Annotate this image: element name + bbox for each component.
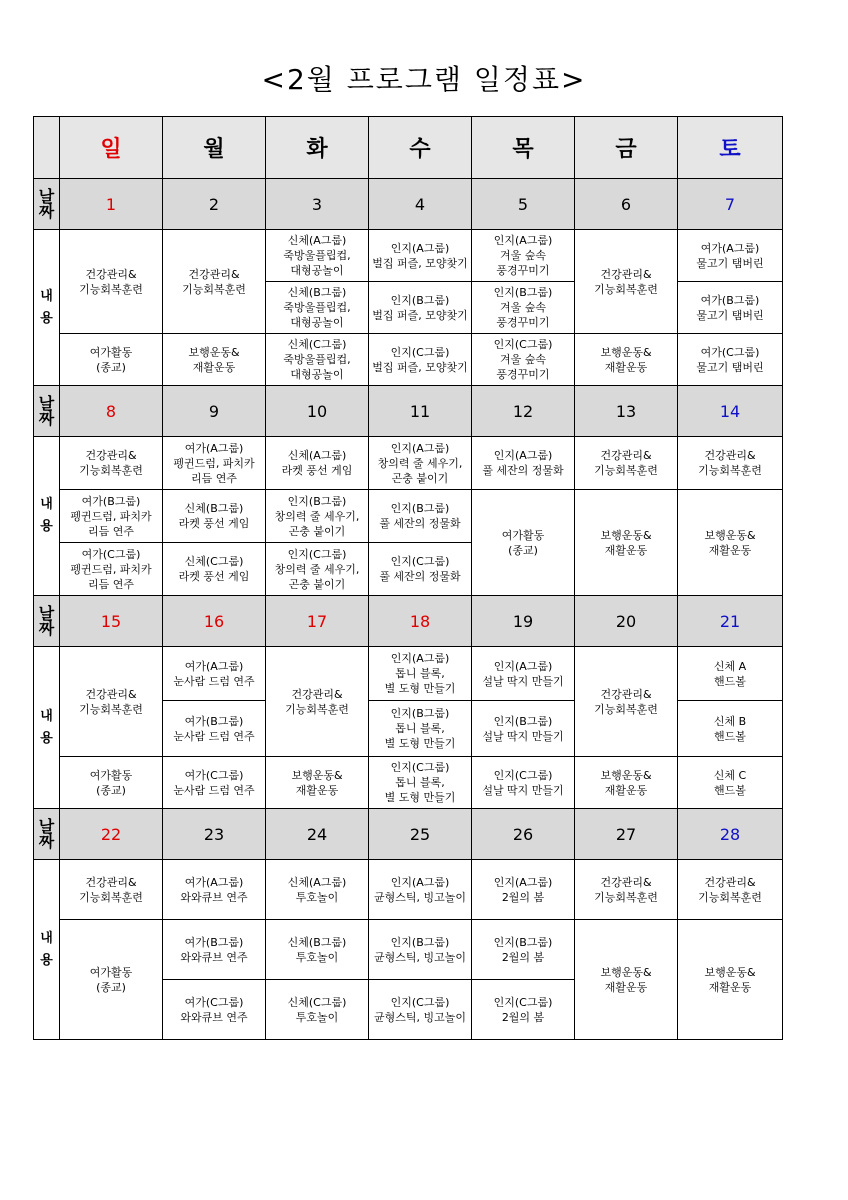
program-cell: 건강관리& 기능회복훈련	[575, 437, 678, 490]
corner-cell	[34, 117, 60, 179]
date-cell: 21	[678, 596, 783, 647]
program-cell: 보행운동& 재활운동	[575, 490, 678, 596]
program-cell: 신체 C 핸드볼	[678, 757, 783, 809]
date-cell: 18	[369, 596, 472, 647]
program-cell: 신체(C그룹) 투호놀이	[266, 980, 369, 1040]
program-cell: 신체(A그룹) 라켓 풍선 게임	[266, 437, 369, 490]
date-cell: 9	[163, 386, 266, 437]
program-cell: 신체(C그룹) 라켓 풍선 게임	[163, 543, 266, 596]
date-cell: 14	[678, 386, 783, 437]
date-row	[34, 809, 783, 860]
program-cell: 인지(C그룹) 풀 세잔의 정물화	[369, 543, 472, 596]
program-cell: 인지(B그룹) 풀 세잔의 정물화	[369, 490, 472, 543]
program-cell: 인지(C그룹) 창의력 줄 세우기, 곤충 붙이기	[266, 543, 369, 596]
content-row-label: 내 용	[34, 230, 60, 386]
program-cell: 인지(B그룹) 톱니 블록, 별 도형 만들기	[369, 701, 472, 757]
weekday-thursday: 목	[472, 117, 575, 179]
date-row-label: 날 짜	[34, 386, 60, 437]
program-cell: 여가(C그룹) 펭귄드럼, 파치카 리듬 연주	[60, 543, 163, 596]
program-cell: 여가활동 (종교)	[60, 920, 163, 1040]
program-cell: 건강관리& 기능회복훈련	[575, 647, 678, 757]
program-cell: 인지(A그룹) 설날 딱지 만들기	[472, 647, 575, 701]
program-cell: 인지(A그룹) 균형스틱, 빙고놀이	[369, 860, 472, 920]
program-cell: 여가(A그룹) 물고기 탬버린	[678, 230, 783, 282]
date-cell: 7	[678, 179, 783, 230]
program-cell: 인지(A그룹) 벌집 퍼즐, 모양찾기	[369, 230, 472, 282]
program-cell: 여가(B그룹) 와와큐브 연주	[163, 920, 266, 980]
program-cell: 인지(A그룹) 겨울 숲속 풍경꾸미기	[472, 230, 575, 282]
date-cell: 12	[472, 386, 575, 437]
program-cell: 보행운동& 재활운동	[678, 490, 783, 596]
weekday-saturday: 토	[678, 117, 783, 179]
program-cell: 여가활동 (종교)	[60, 334, 163, 386]
date-cell: 22	[60, 809, 163, 860]
program-cell: 인지(B그룹) 균형스틱, 빙고놀이	[369, 920, 472, 980]
program-cell: 건강관리& 기능회복훈련	[60, 860, 163, 920]
program-cell: 여가활동 (종교)	[472, 490, 575, 596]
date-cell: 15	[60, 596, 163, 647]
date-cell: 13	[575, 386, 678, 437]
program-cell: 신체(A그룹) 죽방울플립컵, 대형공놀이	[266, 230, 369, 282]
program-cell: 건강관리& 기능회복훈련	[60, 647, 163, 757]
program-cell: 건강관리& 기능회복훈련	[575, 860, 678, 920]
program-cell: 건강관리& 기능회복훈련	[60, 230, 163, 334]
content-row-label: 내 용	[34, 860, 60, 1040]
date-row-label: 날 짜	[34, 596, 60, 647]
schedule-table	[33, 116, 783, 1040]
date-cell: 4	[369, 179, 472, 230]
program-cell: 여가(C그룹) 눈사람 드럼 연주	[163, 757, 266, 809]
program-cell: 건강관리& 기능회복훈련	[163, 230, 266, 334]
date-row-label: 날 짜	[34, 809, 60, 860]
date-cell: 24	[266, 809, 369, 860]
program-cell: 보행운동& 재활운동	[163, 334, 266, 386]
program-cell: 건강관리& 기능회복훈련	[678, 860, 783, 920]
program-cell: 여가(A그룹) 눈사람 드럼 연주	[163, 647, 266, 701]
program-cell: 신체(C그룹) 죽방울플립컵, 대형공놀이	[266, 334, 369, 386]
weekday-sunday: 일	[60, 117, 163, 179]
program-cell: 인지(A그룹) 톱니 블록, 별 도형 만들기	[369, 647, 472, 701]
program-cell: 여가(C그룹) 와와큐브 연주	[163, 980, 266, 1040]
date-cell: 10	[266, 386, 369, 437]
program-cell: 신체(B그룹) 라켓 풍선 게임	[163, 490, 266, 543]
program-cell: 신체(B그룹) 죽방울플립컵, 대형공놀이	[266, 282, 369, 334]
date-cell: 19	[472, 596, 575, 647]
program-cell: 인지(B그룹) 창의력 줄 세우기, 곤충 붙이기	[266, 490, 369, 543]
program-cell: 건강관리& 기능회복훈련	[575, 230, 678, 334]
date-cell: 26	[472, 809, 575, 860]
date-cell: 25	[369, 809, 472, 860]
date-row	[34, 386, 783, 437]
date-cell: 27	[575, 809, 678, 860]
program-cell: 인지(B그룹) 겨울 숲속 풍경꾸미기	[472, 282, 575, 334]
date-cell: 16	[163, 596, 266, 647]
program-cell: 인지(C그룹) 설날 딱지 만들기	[472, 757, 575, 809]
program-cell: 보행운동& 재활운동	[266, 757, 369, 809]
program-cell: 인지(A그룹) 창의력 줄 세우기, 곤충 붙이기	[369, 437, 472, 490]
date-row	[34, 596, 783, 647]
date-cell: 3	[266, 179, 369, 230]
program-cell: 인지(C그룹) 벌집 퍼즐, 모양찾기	[369, 334, 472, 386]
date-cell: 20	[575, 596, 678, 647]
date-cell: 23	[163, 809, 266, 860]
program-cell: 인지(C그룹) 2월의 봄	[472, 980, 575, 1040]
date-row	[34, 179, 783, 230]
program-cell: 신체(B그룹) 투호놀이	[266, 920, 369, 980]
weekday-wednesday: 수	[369, 117, 472, 179]
program-cell: 인지(B그룹) 설날 딱지 만들기	[472, 701, 575, 757]
program-cell: 보행운동& 재활운동	[575, 920, 678, 1040]
date-cell: 17	[266, 596, 369, 647]
program-cell: 보행운동& 재활운동	[575, 757, 678, 809]
program-cell: 인지(B그룹) 벌집 퍼즐, 모양찾기	[369, 282, 472, 334]
date-cell: 6	[575, 179, 678, 230]
program-cell: 인지(C그룹) 톱니 블록, 별 도형 만들기	[369, 757, 472, 809]
program-cell: 여가(B그룹) 펭귄드럼, 파치카 리듬 연주	[60, 490, 163, 543]
content-row-label: 내 용	[34, 647, 60, 809]
program-cell: 건강관리& 기능회복훈련	[266, 647, 369, 757]
weekday-header-row	[34, 117, 783, 179]
date-cell: 11	[369, 386, 472, 437]
program-cell: 보행운동& 재활운동	[575, 334, 678, 386]
weekday-tuesday: 화	[266, 117, 369, 179]
date-cell: 5	[472, 179, 575, 230]
program-cell: 건강관리& 기능회복훈련	[678, 437, 783, 490]
date-cell: 1	[60, 179, 163, 230]
program-cell: 보행운동& 재활운동	[678, 920, 783, 1040]
program-cell: 인지(C그룹) 겨울 숲속 풍경꾸미기	[472, 334, 575, 386]
program-cell: 인지(C그룹) 균형스틱, 빙고놀이	[369, 980, 472, 1040]
program-cell: 인지(A그룹) 풀 세잔의 정물화	[472, 437, 575, 490]
content-row-label: 내 용	[34, 437, 60, 596]
program-cell: 인지(B그룹) 2월의 봄	[472, 920, 575, 980]
program-cell: 여가(B그룹) 물고기 탬버린	[678, 282, 783, 334]
weekday-friday: 금	[575, 117, 678, 179]
date-row-label: 날 짜	[34, 179, 60, 230]
program-cell: 여가(C그룹) 물고기 탬버린	[678, 334, 783, 386]
program-cell: 여가활동 (종교)	[60, 757, 163, 809]
program-cell: 신체(A그룹) 투호놀이	[266, 860, 369, 920]
program-cell: 여가(A그룹) 와와큐브 연주	[163, 860, 266, 920]
program-cell: 신체 B 핸드볼	[678, 701, 783, 757]
program-cell: 인지(A그룹) 2월의 봄	[472, 860, 575, 920]
program-cell: 여가(A그룹) 펭귄드럼, 파치카 리듬 연주	[163, 437, 266, 490]
date-cell: 8	[60, 386, 163, 437]
program-cell: 여가(B그룹) 눈사람 드럼 연주	[163, 701, 266, 757]
page-title: <2월 프로그램 일정표>	[261, 63, 587, 96]
date-cell: 2	[163, 179, 266, 230]
date-cell: 28	[678, 809, 783, 860]
program-cell: 신체 A 핸드볼	[678, 647, 783, 701]
weekday-monday: 월	[163, 117, 266, 179]
program-cell: 건강관리& 기능회복훈련	[60, 437, 163, 490]
